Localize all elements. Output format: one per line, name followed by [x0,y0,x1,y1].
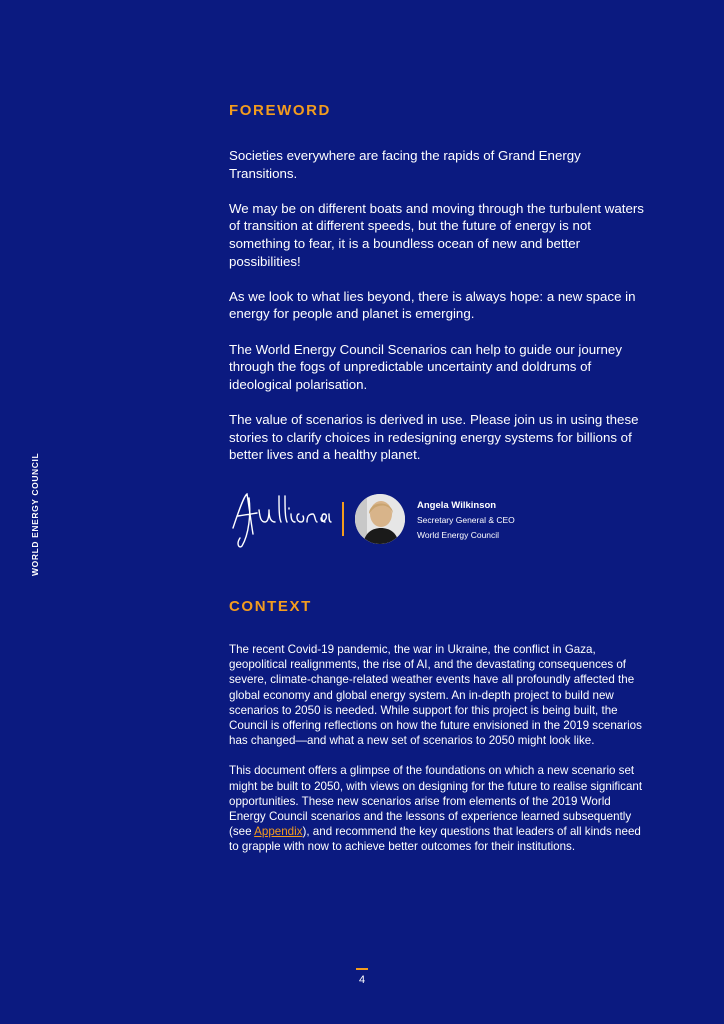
signatory-name: Angela Wilkinson [417,500,497,511]
foreword-paragraph: We may be on different boats and moving through the turbulent waters of transition at different speeds, but the future of energy is not something to fear, it is a boundless ocean of new and better possibilities! [229,200,644,269]
context-body [229,642,649,870]
appendix-link[interactable]: Appendix [254,825,303,839]
foreword-heading: FOREWORD [229,102,331,119]
foreword-paragraph: The value of scenarios is derived in use. Please join us in using these stories to clarify choices in redesigning energy systems for billions of better lives and a healthy planet. [229,411,639,463]
signatory-info [417,498,515,543]
page-number: 4 [352,968,372,986]
side-label: WORLD ENERGY COUNCIL [30,452,40,576]
avatar [355,494,405,544]
handwritten-signature [229,488,334,550]
signature-divider [342,502,344,536]
context-text-before-link: This document offers a glimpse of the foundations on which a new scenario set might be built to 2050, with views on designing for the future to realise significant opportunities. These new scenarios arise from elements of the 2019 World Energy Council scenarios and the lessons of experience learned subsequently (see [229,764,643,839]
signature-block [229,488,549,550]
foreword-paragraph: Societies everywhere are facing the rapids of Grand Energy Transitions. [229,148,581,181]
context-heading: CONTEXT [229,598,312,615]
context-paragraph: The recent Covid-19 pandemic, the war in Ukraine, the conflict in Gaza, geopolitical realignments, the rise of AI, and the devastating consequences of severe, climate-change-related weather events have all profoundly affected the global economy and global energy system. An in-depth project to build new scenarios to 2050 is needed. While support for this project is being built, the Council is offering reflections on how the future envisioned in the 2019 scenarios has changed—and what a new set of scenarios to 2050 might look like. [229,643,642,748]
foreword-body [229,147,649,481]
context-paragraph [229,763,649,854]
signatory-title: Secretary General & CEO [417,515,515,525]
foreword-paragraph: The World Energy Council Scenarios can help to guide our journey through the fogs of unpredictable uncertainty and doldrums of ideological polarisation. [229,341,622,392]
foreword-paragraph: As we look to what lies beyond, there is always hope: a new space in energy for people and planet is emerging. [229,288,636,322]
context-text-after-link: ), and recommend the key questions that leaders of all kinds need to grapple with now to achieve better outcomes for their institutions. [229,825,641,854]
signatory-organisation: World Energy Council [417,530,500,540]
